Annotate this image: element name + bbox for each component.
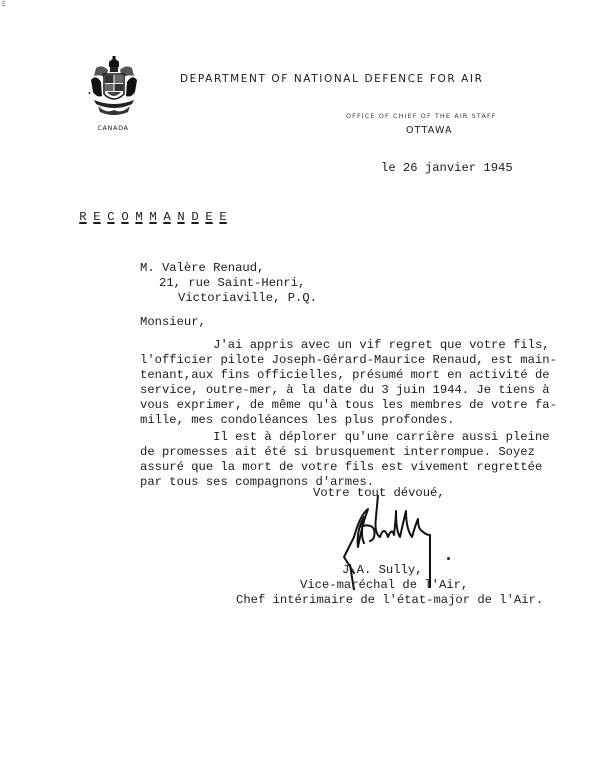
marking-letter: E — [219, 210, 227, 224]
body-line: de promesses ait été si brusquement interrompue. Soyez — [140, 445, 535, 459]
marking-letter: R — [79, 210, 87, 224]
body-line: tenant,aux fins officielles, présumé mort en activité de — [140, 368, 550, 382]
body-line: par tous ses compagnons d'armes. — [140, 475, 375, 489]
crest-label: CANADA — [97, 124, 129, 132]
salutation: Monsieur, — [140, 315, 206, 329]
recipient-city: Victoriaville, P.Q. — [178, 291, 317, 305]
recipient-name: M. Valère Renaud, — [140, 261, 265, 275]
body-line: Il est à déplorer qu'une carrière aussi pleine — [140, 430, 550, 444]
scan-corner-mark — [2, 1, 6, 9]
marking-letter: N — [177, 210, 185, 224]
body-line: l'officier pilote Joseph-Gérard-Maurice Renaud, est main- — [140, 353, 557, 367]
body-paragraph-2 — [140, 430, 550, 490]
marking-letter: M — [149, 210, 157, 224]
marking-letter: C — [107, 210, 115, 224]
signatory-name: J.A. Sully, — [342, 563, 423, 577]
marking-letter: E — [205, 210, 213, 224]
signatory-rank: Vice-maréchal de l'Air, — [300, 578, 469, 592]
closing: Votre tout dévoué, — [313, 486, 445, 500]
body-line: J'ai appris avec un vif regret que votre fils, — [140, 338, 550, 352]
city-heading: OTTAWA — [406, 125, 453, 136]
marking-letter: D — [191, 210, 199, 224]
marking-letter: O — [121, 210, 129, 224]
letter-date: le 26 janvier 1945 — [381, 161, 513, 175]
body-line: vous exprimer, de même qu'à tous les membres de votre fa- — [140, 398, 557, 412]
marking-letter: M — [135, 210, 143, 224]
body-line: assuré que la mort de votre fils est vivement regrettée — [140, 460, 543, 474]
ink-dot — [447, 557, 450, 560]
registered-mail-marking — [50, 195, 233, 240]
recipient-street: 21, rue Saint-Henri, — [159, 276, 306, 290]
marking-letter: E — [93, 210, 101, 224]
signatory-position: Chef intérimaire de l'état-major de l'Air. — [236, 593, 544, 607]
body-line: service, outre-mer, à la date du 3 juin 1944. Je tiens à — [140, 383, 550, 397]
office-subheading: OFFICE OF CHIEF OF THE AIR STAFF — [346, 113, 497, 120]
department-heading: DEPARTMENT OF NATIONAL DEFENCE FOR AIR — [180, 73, 484, 85]
body-paragraph-1 — [140, 338, 557, 428]
marking-letter: A — [163, 210, 171, 224]
body-line: mille, mes condoléances les plus profondes. — [140, 413, 455, 427]
canada-coat-of-arms-icon — [88, 56, 140, 118]
